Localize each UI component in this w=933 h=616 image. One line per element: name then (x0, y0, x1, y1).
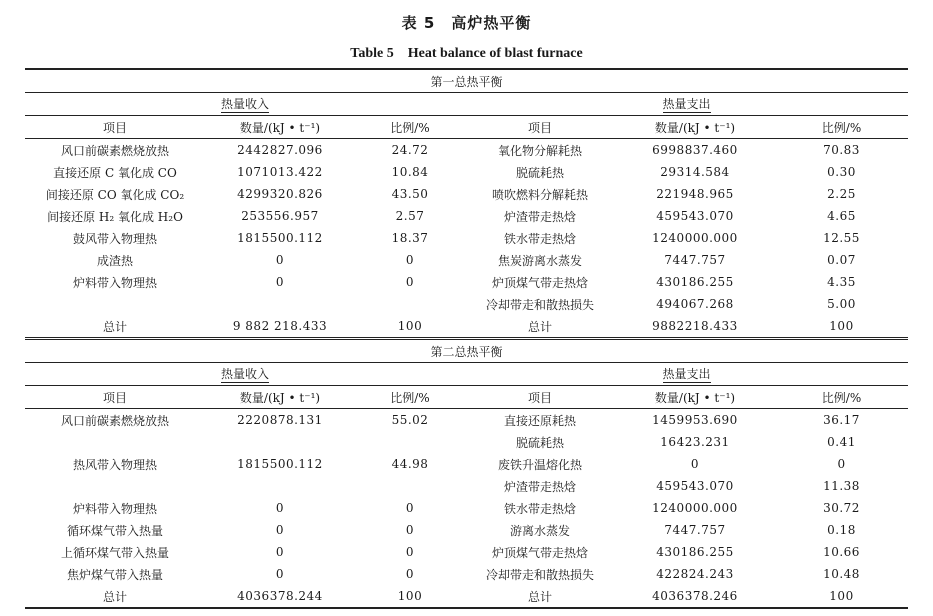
table-cell: 喷吹燃料分解耗热 (491, 187, 588, 202)
table-cell: 0 (275, 253, 285, 267)
table-cell: 1815500.112 (237, 457, 323, 471)
table-cell: 100 (775, 585, 908, 608)
table-cell: 炉渣带走热焓 (503, 479, 576, 494)
table-cell: 炉料带入物理热 (72, 501, 157, 516)
table-cell: 0 (275, 567, 285, 581)
column-header-row (25, 386, 908, 409)
table-cell (355, 293, 465, 315)
table-cell: 0 (275, 523, 285, 537)
table-cell: 0 (405, 545, 415, 559)
table-row (25, 183, 908, 205)
table-row (25, 249, 908, 271)
table-cell: 炉顶煤气带走热焓 (491, 545, 588, 560)
section-label: 第一总热平衡 (25, 69, 908, 93)
table-cell: 冷却带走和散热损失 (485, 297, 594, 312)
table-cell: 2220878.131 (205, 409, 355, 432)
total-row (25, 585, 908, 608)
table-cell: 总计 (527, 319, 552, 334)
table-row (25, 541, 908, 563)
table-cell: 循环煤气带入热量 (66, 523, 163, 538)
table-cell: 0 (275, 545, 285, 559)
table-row (25, 271, 908, 293)
table-row (25, 227, 908, 249)
table-cell: 70.83 (775, 139, 908, 162)
group-header-row (25, 93, 908, 116)
table-cell (205, 293, 355, 315)
table-cell: 18.37 (391, 231, 429, 245)
table-cell: 1815500.112 (237, 231, 323, 245)
table-cell: 间接还原 H₂ 氧化成 H₂O (47, 209, 183, 224)
table-cell: 0.30 (827, 165, 856, 179)
column-header-ratio: 比例/% (775, 116, 908, 139)
group-header-row (25, 363, 908, 386)
table-cell: 0.07 (827, 253, 856, 267)
table-cell: 459543.070 (656, 209, 734, 223)
table-cell: 0 (690, 457, 700, 471)
table-cell: 100 (829, 319, 854, 333)
table-cell: 9 882 218.433 (232, 319, 328, 333)
table-cell: 0 (837, 457, 846, 471)
table-cell: 43.50 (391, 187, 429, 201)
table-cell: 风口前碳素燃烧放热 (25, 409, 205, 432)
table-cell: 0 (405, 523, 415, 537)
table-cell: 直接还原耗热 (465, 409, 615, 432)
table-cell: 0 (405, 275, 415, 289)
table-cell: 2.25 (827, 187, 856, 201)
column-header-amount: 数量/(kJ • t⁻¹) (205, 116, 355, 139)
column-header-row (25, 116, 908, 139)
table-cell: 铁水带走热焓 (503, 501, 576, 516)
table-cell: 脱硫耗热 (515, 435, 564, 450)
table-cell: 总计 (25, 585, 205, 608)
table-cell: 459543.070 (656, 479, 734, 493)
table-cell: 炉渣带走热焓 (503, 209, 576, 224)
income-header-label: 热量收入 (220, 97, 269, 111)
table-cell: 44.98 (391, 457, 429, 471)
table-cell: 7447.757 (664, 253, 726, 267)
table-cell: 0 (275, 275, 285, 289)
table-cell: 430186.255 (656, 545, 734, 559)
table-cell: 焦炭游离水蒸发 (497, 253, 582, 268)
table-cell: 100 (397, 319, 423, 333)
table-row (25, 497, 908, 519)
table-cell (25, 475, 205, 497)
column-header-ratio: 比例/% (355, 116, 465, 139)
table-cell: 100 (355, 585, 465, 608)
column-header-item: 项目 (465, 116, 615, 139)
table-cell: 11.38 (823, 479, 860, 493)
table-row (25, 453, 908, 475)
table-cell: 1071013.422 (237, 165, 323, 179)
table-cell: 10.48 (823, 567, 860, 581)
table-cell: 0 (275, 501, 285, 515)
table-cell: 0 (405, 253, 415, 267)
table-cell: 0.41 (827, 435, 856, 449)
table-cell: 游离水蒸发 (509, 523, 570, 538)
table-cell: 4036378.244 (205, 585, 355, 608)
table-cell (25, 293, 205, 315)
table-cell: 4299320.826 (237, 187, 323, 201)
table-cell: 494067.268 (656, 297, 734, 311)
table-cell: 30.72 (823, 501, 860, 515)
table-cell: 24.72 (355, 139, 465, 162)
table-row (25, 139, 908, 162)
table-cell: 4.35 (827, 275, 856, 289)
table-cell: 风口前碳素燃烧放热 (25, 139, 205, 162)
expense-header (465, 93, 908, 116)
table-cell: 热风带入物理热 (72, 457, 157, 472)
table-cell: 29314.584 (660, 165, 730, 179)
income-header (25, 363, 465, 386)
income-header (25, 93, 465, 116)
table-cell: 1240000.000 (652, 501, 738, 515)
table-cell: 鼓风带入物理热 (72, 231, 157, 246)
table-cell: 炉料带入物理热 (72, 275, 157, 290)
table-cell (355, 475, 465, 497)
heat-balance-table (25, 68, 908, 609)
table-cell: 430186.255 (656, 275, 734, 289)
section-label-row (25, 339, 908, 363)
table-cell: 2442827.096 (205, 139, 355, 162)
table-row (25, 409, 908, 432)
table-cell: 4036378.246 (615, 585, 775, 608)
table-title-cn: 表 5 高炉热平衡 (401, 14, 532, 32)
table-cell: 12.55 (823, 231, 860, 245)
table-row (25, 205, 908, 227)
expense-header-label: 热量支出 (662, 367, 711, 381)
table-cell: 55.02 (355, 409, 465, 432)
table-cell: 4.65 (827, 209, 856, 223)
table-cell: 1240000.000 (652, 231, 738, 245)
table-cell: 36.17 (775, 409, 908, 432)
table-cell: 总计 (465, 585, 615, 608)
table-row (25, 293, 908, 315)
column-header-amount: 数量/(kJ • t⁻¹) (615, 116, 775, 139)
table-cell: 5.00 (827, 297, 856, 311)
table-cell: 1459953.690 (615, 409, 775, 432)
table-cell: 16423.231 (660, 435, 730, 449)
section-label-row (25, 69, 908, 93)
table-cell: 9882218.433 (652, 319, 738, 333)
column-header-ratio: 比例/% (775, 386, 908, 409)
table-cell: 7447.757 (664, 523, 726, 537)
table-cell: 炉顶煤气带走热焓 (491, 275, 588, 290)
table-cell: 总计 (102, 319, 127, 334)
table-cell (25, 431, 205, 453)
table-cell: 焦炉煤气带入热量 (66, 567, 163, 582)
table-cell: 废铁升温熔化热 (497, 457, 582, 472)
expense-header-label: 热量支出 (662, 97, 711, 111)
table-cell: 10.84 (391, 165, 429, 179)
table-cell: 间接还原 CO 氧化成 CO₂ (45, 187, 185, 202)
column-header-amount: 数量/(kJ • t⁻¹) (205, 386, 355, 409)
column-header-item: 项目 (465, 386, 615, 409)
table-cell: 422824.243 (656, 567, 734, 581)
expense-header (465, 363, 908, 386)
table-cell: 氧化物分解耗热 (465, 139, 615, 162)
table-cell: 上循环煤气带入热量 (60, 545, 169, 560)
column-header-amount: 数量/(kJ • t⁻¹) (615, 386, 775, 409)
total-row (25, 315, 908, 339)
table-cell: 铁水带走热焓 (503, 231, 576, 246)
table-cell: 脱硫耗热 (515, 165, 564, 180)
table-cell (205, 475, 355, 497)
table-cell: 10.66 (823, 545, 860, 559)
table-cell: 253556.957 (241, 209, 319, 223)
table-cell: 221948.965 (656, 187, 734, 201)
table-row (25, 475, 908, 497)
column-header-item: 项目 (25, 386, 205, 409)
table-title-en: Table 5 Heat balance of blast furnace (350, 46, 583, 61)
table-cell: 冷却带走和散热损失 (485, 567, 594, 582)
table-cell (205, 431, 355, 453)
table-cell: 0.18 (827, 523, 856, 537)
table-row (25, 563, 908, 585)
table-cell: 6998837.460 (615, 139, 775, 162)
table-cell: 成渣热 (96, 253, 133, 268)
table-cell: 0 (405, 567, 415, 581)
column-header-item: 项目 (25, 116, 205, 139)
column-header-ratio: 比例/% (355, 386, 465, 409)
table-row (25, 519, 908, 541)
table-cell: 0 (405, 501, 415, 515)
table-cell: 2.57 (395, 209, 425, 223)
table-cell: 直接还原 C 氧化成 CO (53, 165, 177, 180)
table-cell (355, 431, 465, 453)
income-header-label: 热量收入 (220, 367, 269, 381)
section-label: 第二总热平衡 (25, 339, 908, 363)
table-row (25, 161, 908, 183)
table-row (25, 431, 908, 453)
